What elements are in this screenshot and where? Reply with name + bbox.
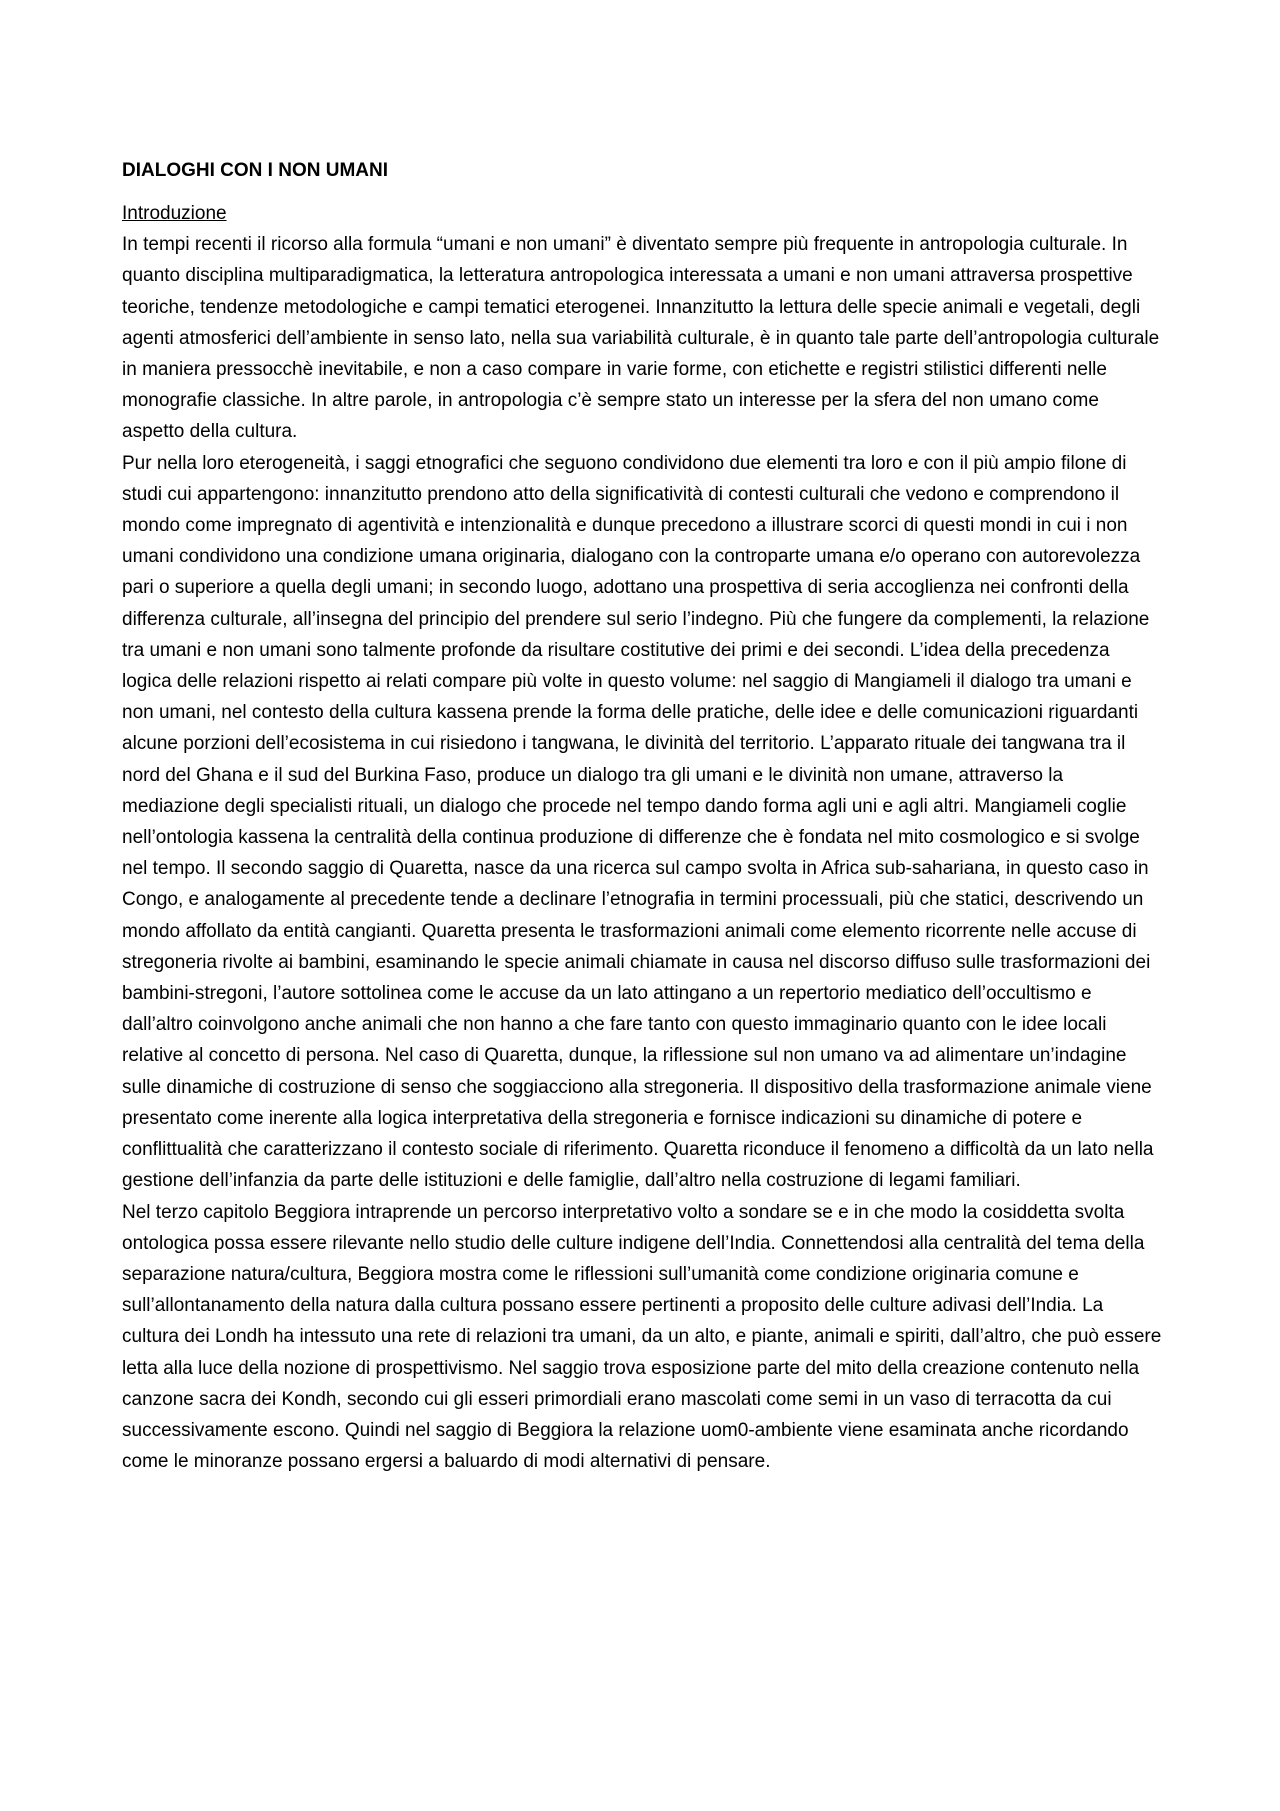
document-title: DIALOGHI CON I NON UMANI — [122, 160, 388, 181]
paragraph-1: In tempi recenti il ricorso alla formula “umani e non umani” è diventato sempre più frequente in antropologia culturale. In quanto disciplina multiparadigmatica, la letteratura antropologica interessata a umani e non umani attraversa prospettive teoriche, tendenze metodologiche e campi tematici eterogenei. Innanzitutto la lettura delle specie animali e vegetali, degli agenti atmosferici dell’ambiente in senso lato, nella sua variabilità culturale, è in quanto tale parte dell’antropologia culturale in maniera pressocchè inevitabile, e non a caso compare in varie forme, con etichette e registri stilistici differenti nelle monografie classiche. In altre parole, in antropologia c’è sempre stato un interesse per la sfera del non umano come aspetto della cultura. — [122, 234, 1160, 443]
section-heading-introduzione: Introduzione — [122, 203, 227, 224]
paragraph-3: Nel terzo capitolo Beggiora intraprende un percorso interpretativo volto a sondare se e in che modo la cosiddetta svolta ontologica possa essere rilevante nello studio delle culture indigene dell’India. Connettendosi alla centralità del tema della separazione natura/cultura, Beggiora mostra come le riflessioni sull’umanità come condizione originaria comune e sull’allontanamento della natura dalla cultura possano essere pertinenti a proposito delle culture adivasi dell’India. La cultura dei Londh ha intessuto una rete di relazioni tra umani, da un alto, e piante, animali e spiriti, dall’altro, che può essere letta alla luce della nozione di prospettivismo. Nel saggio trova esposizione parte del mito della creazione contenuto nella canzone sacra dei Kondh, secondo cui gli esseri primordiali erano mascolati come semi in un vaso di terracotta da cui successivamente escono. Quindi nel saggio di Beggiora la relazione uom0-ambiente viene esaminata anche ricordando come le minoranze possano ergersi a baluardo di modi alternativi di pensare. — [122, 1201, 1162, 1473]
document-body — [122, 155, 1162, 1477]
paragraph-2: Pur nella loro eterogeneità, i saggi etnografici che seguono condividono due elementi tra loro e con il più ampio filone di studi cui appartengono: innanzitutto prendono atto della significatività di contesti culturali che vedono e comprendono il mondo come impregnato di agentività e intenzionalità e dunque precedono a illustrare scorci di questi mondi in cui i non umani condividono una condizione umana originaria, dialogano con la controparte umana e/o operano con autorevolezza pari o superiore a quella degli umani; in secondo luogo, adottano una prospettiva di seria accoglienza nei confronti della differenza culturale, all’insegna del principio del prendere sul serio l’indegno. Più che fungere da complementi, la relazione tra umani e non umani sono talmente profonde da risultare costitutive dei primi e dei secondi. L’idea della precedenza logica delle relazioni rispetto ai relati compare più volte in questo volume: nel saggio di Mangiameli il dialogo tra umani e non umani, nel contesto della cultura kassena prende la forma delle pratiche, delle idee e delle comunicazioni riguardanti alcune porzioni dell’ecosistema in cui risiedono i tangwana, le divinità del territorio. L’apparato rituale dei tangwana tra il nord del Ghana e il sud del Burkina Faso, produce un dialogo tra gli umani e le divinità non umane, attraverso la mediazione degli specialisti rituali, un dialogo che procede nel tempo dando forma agli uni e agli altri. Mangiameli coglie nell’ontologia kassena la centralità della continua produzione di differenze che è fondata nel mito cosmologico e si svolge nel tempo. Il secondo saggio di Quaretta, nasce da una ricerca sul campo svolta in Africa sub-sahariana, in questo caso in Congo, e analogamente al precedente tende a declinare l’etnografia in termini processuali, più che statici, descrivendo un mondo affollato da entità cangianti. Quaretta presenta le trasformazioni animali come elemento ricorrente nelle accuse di stregoneria rivolte ai bambini, esaminando le specie animali chiamate in causa nel discorso diffuso sulle trasformazioni dei bambini-stregoni, l’autore sottolinea come le accuse da un lato attingano a un repertorio mediatico dell’occultismo e dall’altro coinvolgono anche animali che non hanno a che fare tanto con questo immaginario quanto con le idee locali relative al concetto di persona. Nel caso di Quaretta, dunque, la riflessione sul non umano va ad alimentare un’indagine sulle dinamiche di costruzione di senso che soggiacciono alla stregoneria. Il dispositivo della trasformazione animale viene presentato come inerente alla logica interpretativa della stregoneria e fornisce indicazioni su dinamiche di potere e conflittualità che caratterizzano il contesto sociale di riferimento. Quaretta riconduce il fenomeno a difficoltà da un lato nella gestione dell’infanzia da parte delle istituzioni e delle famiglie, dall’altro nella costruzione di legami familiari. — [122, 452, 1154, 1192]
